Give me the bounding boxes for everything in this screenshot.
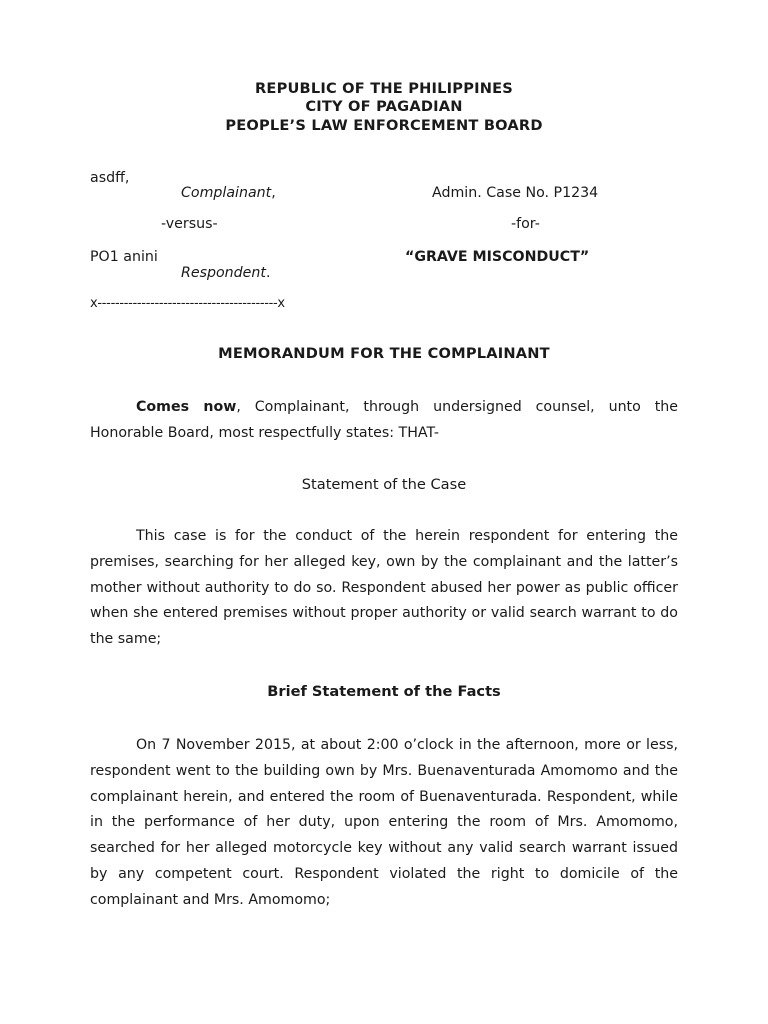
intro-paragraph: [90, 395, 678, 447]
respondent-name: PO1 anini: [90, 249, 158, 265]
complainant-name: asdff,: [90, 170, 130, 186]
facts-body: On 7 November 2015, at about 2:00 o’clock in the afternoon, more or less, respondent went to the building own by Mrs. Buenaventurada Amomomo and the complainant herein, and entered the room of Buenaventurada. Respondent, while in the performance of her duty, upon entering the room of Mrs. Amomomo, searched for her alleged motorcycle key without any valid search warrant issued by any competent court. Respondent violated the right to domicile of the complainant and Mrs. Amomomo;: [90, 737, 678, 908]
case-number: Admin. Case No. P1234: [432, 185, 599, 201]
case-body: This case is for the conduct of the herein respondent for entering the premises, searching for her alleged key, own by the complainant and the latter’s mother without authority to do so. Respondent abused her power as public officer when she entered premises without proper authority or valid search warrant to do the same;: [90, 528, 678, 648]
header-board: PEOPLE’S LAW ENFORCEMENT BOARD: [225, 117, 543, 134]
caption-separator: x-----------------------------------------x: [90, 296, 285, 311]
header-city: CITY OF PAGADIAN: [305, 98, 463, 115]
respondent-label-line: [181, 265, 270, 281]
header-republic: REPUBLIC OF THE PHILIPPINES: [254, 80, 514, 97]
respondent-label-period: .: [265, 265, 271, 281]
section-heading-facts: Brief Statement of the Facts: [267, 683, 501, 700]
versus: -versus-: [161, 216, 218, 232]
charge: “GRAVE MISCONDUCT”: [405, 249, 590, 265]
intro-lead: Comes now: [136, 399, 237, 415]
intro-rest: , Complainant, through undersigned counsel, unto the Honorable Board, most respectfully states: THAT-: [90, 399, 679, 441]
memorandum-title: MEMORANDUM FOR THE COMPLAINANT: [218, 345, 550, 362]
for-label: -for-: [511, 216, 540, 232]
complainant-label: Complainant: [181, 185, 272, 201]
section-heading-case: Statement of the Case: [301, 476, 467, 493]
complainant-label-line: [181, 185, 276, 201]
complainant-label-comma: ,: [271, 185, 276, 201]
respondent-label: Respondent: [181, 265, 266, 281]
